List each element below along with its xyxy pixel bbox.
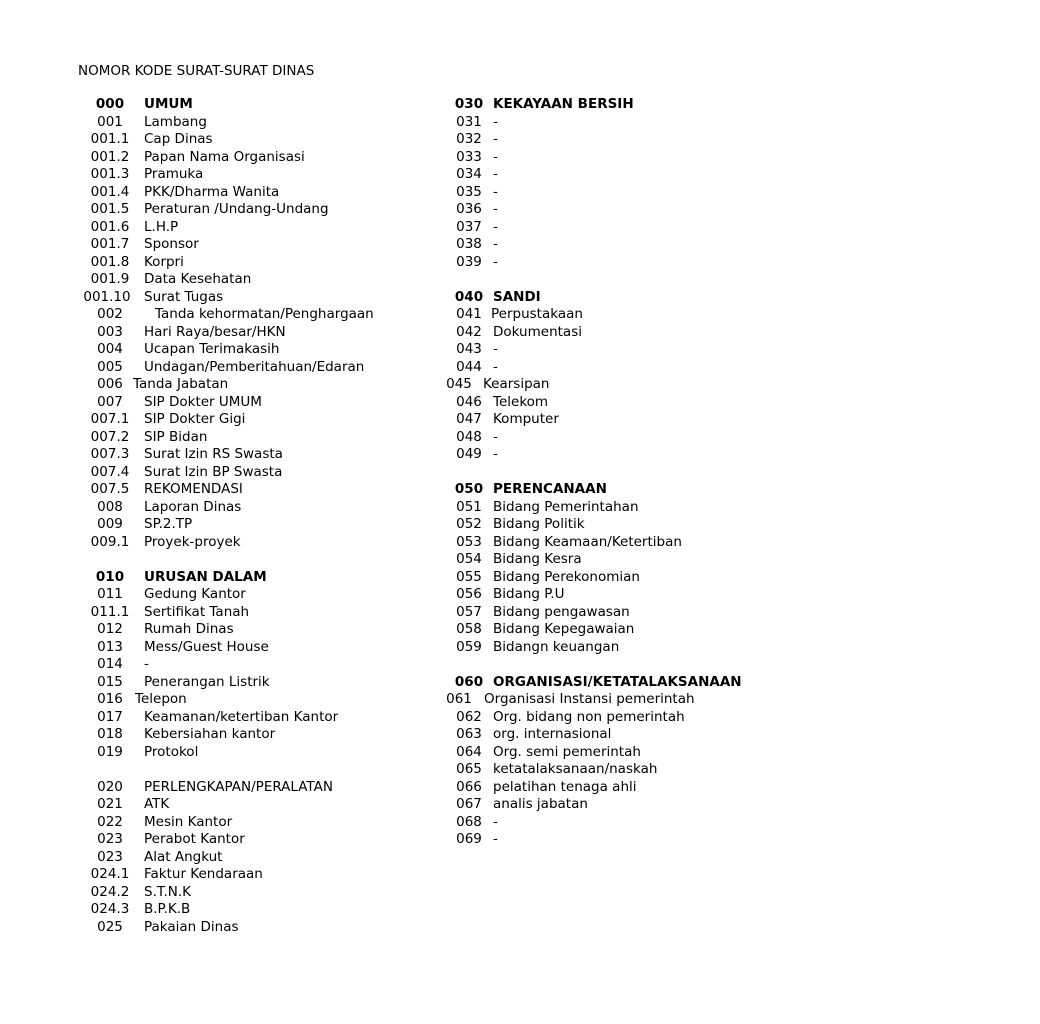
- code-number: 007: [97, 393, 123, 410]
- right-code-column: [440, 96, 742, 896]
- code-row: [440, 621, 1040, 639]
- code-number: 006: [97, 376, 123, 392]
- code-number: 001.9: [90, 271, 130, 287]
- code-label: SIP Dokter UMUM: [144, 393, 262, 410]
- code-label: Tanda kehormatan/Penghargaan: [155, 306, 374, 322]
- code-row: [440, 551, 1040, 569]
- code-number: 025: [97, 918, 123, 935]
- code-number: 037: [456, 218, 482, 235]
- code-row: [440, 639, 1040, 657]
- code-row: [440, 779, 1040, 797]
- code-row: [440, 394, 1040, 412]
- code-row: [440, 446, 1040, 464]
- code-number: 017: [97, 708, 123, 725]
- code-label: Surat Izin BP Swasta: [144, 463, 283, 480]
- code-number: 023: [97, 831, 123, 847]
- code-number: 040: [454, 288, 484, 305]
- code-row: [440, 831, 1040, 849]
- code-label: Surat Tugas: [144, 288, 224, 305]
- code-row: [440, 201, 1040, 219]
- code-number: 068: [456, 813, 482, 830]
- code-number: 009.1: [90, 533, 130, 550]
- code-row: [440, 166, 1040, 184]
- code-number: 045: [446, 376, 472, 392]
- code-label: Laporan Dinas: [144, 498, 242, 515]
- code-label: Protokol: [144, 743, 199, 760]
- code-label: Bidang Pemerintahan: [493, 498, 639, 515]
- code-row: [440, 761, 1040, 779]
- code-label: Lambang: [144, 113, 207, 130]
- code-label: Sponsor: [144, 236, 199, 252]
- code-row: [440, 744, 1040, 762]
- code-number: 002: [97, 306, 123, 322]
- code-label: -: [493, 428, 498, 445]
- code-number: 010: [95, 568, 125, 585]
- code-row: [440, 499, 1040, 517]
- code-number: 019: [97, 743, 123, 760]
- code-number: 018: [97, 726, 123, 742]
- code-label: ORGANISASI/KETATALAKSANAAN: [493, 673, 742, 690]
- code-row: [440, 796, 1040, 814]
- code-number: 046: [456, 393, 482, 410]
- code-label: Perabot Kantor: [144, 831, 245, 847]
- code-number: 023: [97, 848, 123, 865]
- code-label: -: [493, 218, 498, 235]
- code-number: 034: [456, 166, 482, 182]
- code-number: 052: [456, 516, 482, 532]
- code-label: Alat Angkut: [144, 848, 223, 865]
- code-row: [440, 709, 1040, 727]
- code-number: 001: [97, 113, 123, 130]
- code-label: PKK/Dharma Wanita: [144, 183, 280, 200]
- code-row: [440, 254, 1040, 272]
- code-number: 001.4: [90, 183, 130, 200]
- code-number: 004: [97, 341, 123, 357]
- code-row: [440, 516, 1040, 534]
- section-heading: [440, 289, 1040, 307]
- code-label: Bidang Keamaan/Ketertiban: [493, 533, 682, 550]
- code-row: [80, 901, 680, 919]
- code-label: Korpri: [144, 253, 184, 270]
- code-label: L.H.P: [144, 218, 179, 235]
- code-row: [440, 586, 1040, 604]
- code-label: -: [493, 446, 498, 462]
- code-label: -: [493, 201, 498, 217]
- code-label: Ucapan Terimakasih: [144, 341, 280, 357]
- code-number: 008: [97, 498, 123, 515]
- code-label: Hari Raya/besar/HKN: [144, 323, 286, 340]
- code-number: 024.1: [90, 866, 130, 882]
- section-heading: [440, 96, 1040, 114]
- code-number: 007.3: [90, 446, 130, 462]
- code-number: 047: [456, 411, 482, 427]
- code-label: Kebersiahan kantor: [144, 726, 276, 742]
- code-label: Gedung Kantor: [144, 586, 246, 602]
- code-label: PERENCANAAN: [493, 481, 607, 497]
- code-number: 013: [97, 638, 123, 655]
- code-label: REKOMENDASI: [144, 481, 243, 497]
- code-row: [440, 219, 1040, 237]
- code-row: [440, 341, 1040, 359]
- code-label: ketatalaksanaan/naskah: [493, 761, 658, 777]
- code-number: 000: [95, 96, 125, 112]
- code-number: 038: [456, 236, 482, 252]
- code-label: analis jabatan: [493, 796, 588, 812]
- code-row: [440, 569, 1040, 587]
- code-row: [440, 604, 1040, 622]
- code-number: 053: [456, 533, 482, 550]
- code-label: -: [493, 358, 498, 375]
- code-row: [440, 236, 1040, 254]
- code-label: Keamanan/ketertiban Kantor: [144, 708, 339, 725]
- code-number: 041: [456, 306, 482, 322]
- code-row: [440, 534, 1040, 552]
- code-row: [80, 919, 680, 937]
- code-number: 001.10: [83, 288, 131, 305]
- code-number: 062: [456, 708, 482, 725]
- code-number: 058: [456, 621, 482, 637]
- code-number: 012: [97, 621, 123, 637]
- code-label: -: [493, 253, 498, 270]
- code-label: -: [144, 656, 149, 672]
- code-row: [440, 429, 1040, 447]
- code-row: [440, 814, 1040, 832]
- code-label: Faktur Kendaraan: [144, 866, 263, 882]
- code-number: 011.1: [90, 603, 130, 620]
- code-label: Tanda Jabatan: [133, 376, 229, 392]
- code-label: Bidang Kesra: [493, 551, 582, 567]
- code-label: -: [493, 236, 498, 252]
- code-label: Papan Nama Organisasi: [144, 148, 305, 165]
- code-label: Bidang Kepegawaian: [493, 621, 635, 637]
- code-number: 039: [456, 253, 482, 270]
- code-label: Bidangn keuangan: [493, 638, 620, 655]
- code-number: 036: [456, 201, 482, 217]
- code-number: 015: [97, 673, 123, 690]
- code-label: Organisasi Instansi pemerintah: [484, 691, 695, 707]
- code-number: 057: [456, 603, 482, 620]
- code-number: 021: [97, 796, 123, 812]
- code-label: Penerangan Listrik: [144, 673, 270, 690]
- code-label: Pramuka: [144, 166, 204, 182]
- code-row: [440, 691, 1040, 709]
- code-label: Org. bidang non pemerintah: [493, 708, 685, 725]
- code-number: 043: [456, 341, 482, 357]
- code-label: -: [493, 341, 498, 357]
- code-number: 065: [456, 761, 482, 777]
- code-label: -: [493, 183, 498, 200]
- code-row: [440, 184, 1040, 202]
- code-number: 007.2: [90, 428, 130, 445]
- code-label: PERLENGKAPAN/PERALATAN: [144, 778, 333, 795]
- code-label: -: [493, 131, 498, 147]
- code-label: SP.2.TP: [144, 516, 193, 532]
- code-number: 024.3: [90, 901, 130, 917]
- code-number: 001.2: [90, 148, 130, 165]
- code-number: 063: [456, 726, 482, 742]
- code-number: 054: [456, 551, 482, 567]
- code-number: 007.4: [90, 463, 130, 480]
- code-label: -: [493, 113, 498, 130]
- code-label: pelatihan tenaga ahli: [493, 778, 637, 795]
- code-label: Telekom: [493, 393, 549, 410]
- code-label: Mesin Kantor: [144, 813, 233, 830]
- code-number: 033: [456, 148, 482, 165]
- code-label: Pakaian Dinas: [144, 918, 239, 935]
- code-row: [440, 411, 1040, 429]
- code-number: 005: [97, 358, 123, 375]
- code-row: [440, 324, 1040, 342]
- code-label: org. internasional: [493, 726, 612, 742]
- code-label: Mess/Guest House: [144, 638, 269, 655]
- code-number: 014: [97, 656, 123, 672]
- code-number: 031: [456, 113, 482, 130]
- code-number: 060: [454, 673, 484, 690]
- code-label: -: [493, 166, 498, 182]
- code-label: Sertifikat Tanah: [144, 603, 250, 620]
- code-label: KEKAYAAN BERSIH: [493, 96, 634, 112]
- code-number: 024.2: [90, 883, 130, 900]
- code-number: 007.5: [90, 481, 130, 497]
- code-label: Rumah Dinas: [144, 621, 234, 637]
- code-label: Bidang Politik: [493, 516, 585, 532]
- code-label: -: [493, 831, 498, 847]
- code-number: 009: [97, 516, 123, 532]
- code-label: Proyek-proyek: [144, 533, 241, 550]
- code-number: 055: [456, 568, 482, 585]
- code-number: 069: [456, 831, 482, 847]
- code-number: 016: [97, 691, 123, 707]
- code-label: UMUM: [144, 96, 193, 112]
- code-label: Undagan/Pemberitahuan/Edaran: [144, 358, 365, 375]
- code-label: Perpustakaan: [491, 306, 583, 322]
- code-number: 030: [454, 96, 484, 112]
- code-number: 001.7: [90, 236, 130, 252]
- code-label: ATK: [144, 796, 170, 812]
- code-row: [440, 376, 1040, 394]
- code-row: [440, 306, 1040, 324]
- code-number: 066: [456, 778, 482, 795]
- code-number: 001.3: [90, 166, 130, 182]
- document-title: NOMOR KODE SURAT-SURAT DINAS: [78, 63, 315, 79]
- code-number: 048: [456, 428, 482, 445]
- code-number: 067: [456, 796, 482, 812]
- code-label: Org. semi pemerintah: [493, 743, 641, 760]
- code-label: B.P.K.B: [144, 901, 191, 917]
- code-label: Peraturan /Undang-Undang: [144, 201, 329, 217]
- code-number: 032: [456, 131, 482, 147]
- code-label: Cap Dinas: [144, 131, 213, 147]
- code-label: Surat Izin RS Swasta: [144, 446, 283, 462]
- code-label: Bidang pengawasan: [493, 603, 630, 620]
- code-row: [440, 359, 1040, 377]
- code-label: -: [493, 148, 498, 165]
- code-number: 051: [456, 498, 482, 515]
- section-heading: [440, 674, 1040, 692]
- code-number: 001.6: [90, 218, 130, 235]
- code-row: [440, 149, 1040, 167]
- code-number: 035: [456, 183, 482, 200]
- code-label: Bidang P.U: [493, 586, 565, 602]
- code-label: S.T.N.K: [144, 883, 192, 900]
- code-number: 007.1: [90, 411, 130, 427]
- code-number: 001.8: [90, 253, 130, 270]
- code-number: 059: [456, 638, 482, 655]
- code-label: Bidang Perekonomian: [493, 568, 640, 585]
- code-number: 020: [97, 778, 123, 795]
- code-row: [440, 726, 1040, 744]
- section-heading: [440, 481, 1040, 499]
- code-row: [440, 114, 1040, 132]
- code-number: 042: [456, 323, 482, 340]
- code-number: 001.5: [90, 201, 130, 217]
- code-number: 056: [456, 586, 482, 602]
- code-label: Telepon: [135, 691, 187, 707]
- code-number: 003: [97, 323, 123, 340]
- code-number: 061: [446, 691, 472, 707]
- code-row: [440, 131, 1040, 149]
- code-label: SANDI: [493, 288, 541, 305]
- code-number: 022: [97, 813, 123, 830]
- code-number: 001.1: [90, 131, 130, 147]
- code-label: -: [493, 813, 498, 830]
- code-label: SIP Bidan: [144, 428, 208, 445]
- code-label: Dokumentasi: [493, 323, 582, 340]
- code-number: 049: [456, 446, 482, 462]
- code-number: 064: [456, 743, 482, 760]
- code-label: URUSAN DALAM: [144, 568, 267, 585]
- code-number: 011: [97, 586, 123, 602]
- code-label: Data Kesehatan: [144, 271, 252, 287]
- code-label: Kearsipan: [483, 376, 550, 392]
- code-label: SIP Dokter Gigi: [144, 411, 246, 427]
- code-label: Komputer: [493, 411, 559, 427]
- code-number: 050: [454, 481, 484, 497]
- code-number: 044: [456, 358, 482, 375]
